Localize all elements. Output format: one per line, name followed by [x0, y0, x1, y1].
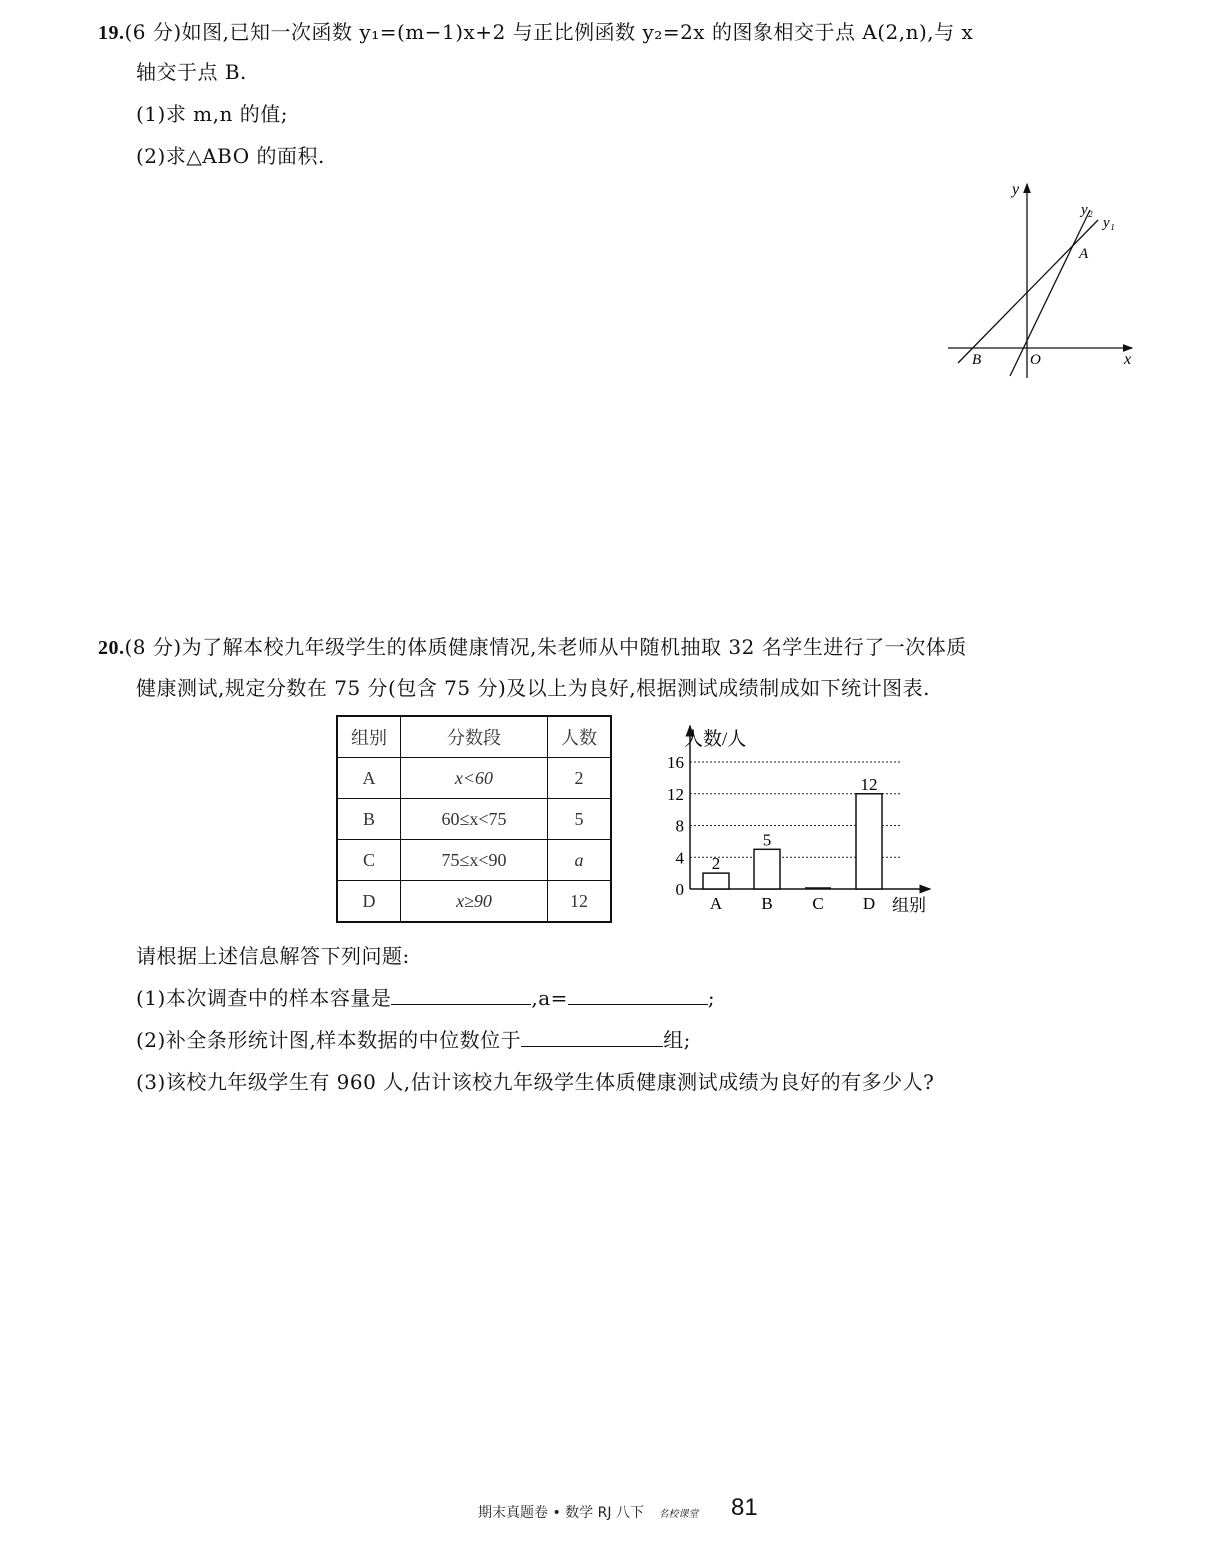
- q20-part3: (3)该校九年级学生有 960 人,估计该校九年级学生体质健康测试成绩为良好的有多少人?: [136, 1070, 935, 1094]
- footer-brand: 名校课堂: [658, 1509, 699, 1520]
- x-tick-label: B: [761, 894, 773, 913]
- q20-line1: [98, 633, 967, 662]
- label-O: O: [1030, 352, 1041, 368]
- label-A: A: [1079, 246, 1089, 262]
- q20-part2-text: (2)补全条形统计图,样本数据的中位数位于: [136, 1028, 522, 1052]
- q20-part1-end: ;: [707, 986, 716, 1010]
- table-cell: 60≤x<75: [401, 799, 548, 840]
- q20-stem: (8 分)为了解本校九年级学生的体质健康情况,朱老师从中随机抽取 32 名学生进行了一次体质: [124, 635, 967, 659]
- x-tick-label: D: [862, 894, 876, 913]
- q20-prompt: 请根据上述信息解答下列问题:: [136, 944, 410, 968]
- q19-part2: (2)求△ABO 的面积.: [136, 144, 325, 168]
- table-cell: x<60: [401, 758, 548, 799]
- table-header: 组别: [337, 716, 401, 758]
- q19-line1: [98, 18, 973, 47]
- sample-size-blank[interactable]: [391, 984, 531, 1005]
- q20-part1-mid: ,a=: [531, 986, 568, 1010]
- x-tick-label: C: [812, 894, 824, 913]
- a-value-blank[interactable]: [568, 984, 708, 1005]
- line-y2: [1010, 210, 1090, 376]
- chart-xlabel: 组别: [892, 896, 926, 915]
- label-x: x: [1124, 351, 1132, 368]
- q20-part2-end: 组;: [663, 1028, 691, 1052]
- median-group-blank[interactable]: [521, 1026, 663, 1047]
- label-y2: y₂: [1081, 202, 1093, 218]
- q20-part2: [136, 1026, 691, 1054]
- chart-ylabel: 人数/人: [684, 729, 747, 750]
- y-tick-label: 16: [667, 753, 684, 772]
- table-row: [337, 758, 611, 799]
- bar-A: [703, 873, 729, 889]
- data-label: 12: [860, 774, 878, 794]
- q20-part1-text: (1)本次调查中的样本容量是: [136, 986, 392, 1010]
- table-cell: A: [337, 758, 401, 799]
- score-table: [336, 715, 612, 923]
- table-cell: a: [548, 840, 612, 881]
- label-y1: y₁: [1103, 215, 1115, 231]
- q19-figure: [940, 178, 1140, 378]
- label-y: y: [1012, 181, 1020, 198]
- page-number: 81: [731, 1494, 758, 1521]
- q20-line2: 健康测试,规定分数在 75 分(包含 75 分)及以上为良好,根据测试成绩制成如下统计图表.: [136, 676, 931, 700]
- label-B: B: [972, 352, 982, 368]
- line-y1: [958, 220, 1098, 363]
- y-tick-label: 12: [667, 784, 684, 804]
- q19-number: 19.: [98, 22, 125, 44]
- q19-stem: (6 分)如图,已知一次函数 y₁=(m−1)x+2 与正比例函数 y₂=2x 的图象相交于点 A(2,n),与 x: [124, 20, 974, 44]
- bar-B: [754, 849, 780, 889]
- table-cell: 2: [548, 758, 612, 799]
- y-tick-label: 0: [675, 880, 684, 899]
- footer-text: 期末真题卷 • 数学 RJ 八下: [478, 1505, 644, 1521]
- table-cell: 5: [548, 799, 612, 840]
- table-header-row: [337, 716, 611, 758]
- q20-number: 20.: [98, 637, 125, 659]
- table-row: [337, 840, 611, 881]
- table-row: [337, 881, 611, 923]
- data-label: 5: [762, 830, 772, 850]
- q20-part1: [136, 984, 715, 1012]
- q19-part1: (1)求 m,n 的值;: [136, 102, 288, 126]
- table-cell: C: [337, 840, 401, 881]
- table-cell: 12: [548, 881, 612, 923]
- table-cell: x≥90: [401, 881, 548, 923]
- y-tick-label: 8: [675, 816, 684, 836]
- x-tick-label: A: [709, 894, 723, 913]
- footer: [478, 1502, 698, 1522]
- table-cell: B: [337, 799, 401, 840]
- table-cell: D: [337, 881, 401, 923]
- y-tick-label: 4: [675, 848, 684, 868]
- bar-D: [856, 794, 882, 889]
- table-header: 人数: [548, 716, 612, 758]
- table-cell: 75≤x<90: [401, 840, 548, 881]
- q19-line2: 轴交于点 B.: [136, 60, 247, 84]
- bar-chart: [640, 718, 940, 923]
- table-header: 分数段: [401, 716, 548, 758]
- table-row: [337, 799, 611, 840]
- data-label: 2: [711, 854, 721, 874]
